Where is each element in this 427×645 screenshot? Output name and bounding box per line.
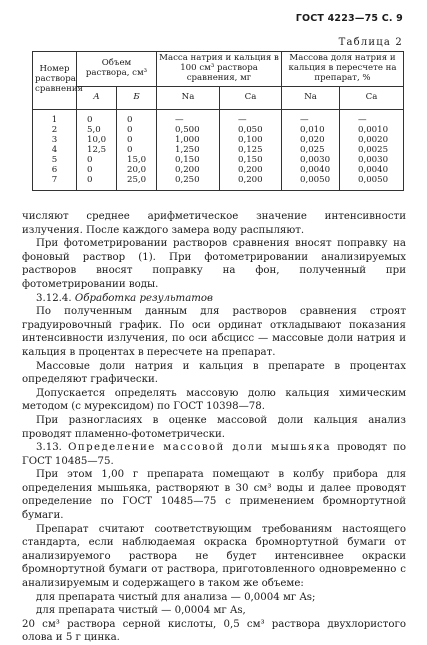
section-title: Обработка результатов	[74, 292, 213, 304]
cell-ca-mass: 0,125	[220, 146, 282, 156]
paragraph: Массовые доли натрия и кальция в препарате в процентах определяют графически.	[22, 360, 406, 386]
cell-na-fraction: —	[282, 109, 340, 126]
cell-ca-mass: 0,200	[220, 176, 282, 191]
cell-volume-b: 0	[117, 109, 157, 126]
paragraph: При фотометрировании растворов сравнения вносят поправку на фоновый раствор (1). При фотометрировании анализируемых растворов вносят поправку на фон, полученный при фотометрировании воды.	[22, 238, 406, 290]
cell-number: 5	[33, 156, 77, 166]
cell-volume-b: 20,0	[117, 166, 157, 176]
table-caption: Таблица 2	[338, 37, 403, 48]
cell-volume-b: 0	[117, 146, 157, 156]
page-header: ГОСТ 4223—75 С. 9	[295, 13, 403, 24]
table-row	[33, 136, 404, 146]
data-table	[32, 51, 404, 191]
cell-volume-b: 0	[117, 136, 157, 146]
cell-volume-a: 0	[77, 156, 117, 166]
header-na-fraction: Na	[282, 86, 340, 109]
cell-na-fraction: 0,025	[282, 146, 340, 156]
cell-na-mass: 0,500	[157, 126, 220, 136]
cell-na-fraction: 0,0040	[282, 166, 340, 176]
cell-ca-fraction: 0,0040	[340, 166, 404, 176]
cell-volume-a: 5,0	[77, 126, 117, 136]
table-row	[33, 166, 404, 176]
cell-na-fraction: 0,0050	[282, 176, 340, 191]
cell-ca-fraction: 0,0020	[340, 136, 404, 146]
section-number: 3.13.	[36, 442, 62, 454]
section-number: 3.12.4.	[36, 292, 72, 304]
cell-ca-fraction: 0,0030	[340, 156, 404, 166]
cell-ca-mass: 0,050	[220, 126, 282, 136]
table-row	[33, 126, 404, 136]
cell-volume-a: 0	[77, 166, 117, 176]
cell-na-mass: —	[157, 109, 220, 126]
cell-ca-mass: 0,200	[220, 166, 282, 176]
paragraph: Допускается определять массовую долю кальция химическим методом (с мурексидом) по ГОСТ 10398—78.	[22, 387, 406, 413]
cell-volume-b: 25,0	[117, 176, 157, 191]
paragraph: При разногласиях в оценке массовой доли кальция анализ проводят пламенно-фотометрически.	[22, 414, 406, 440]
header-na-mass: Na	[157, 86, 220, 109]
cell-number: 3	[33, 136, 77, 146]
header-ca-mass: Ca	[220, 86, 282, 109]
cell-number: 6	[33, 166, 77, 176]
cell-na-mass: 0,250	[157, 176, 220, 191]
header-mass: Масса натрия и кальция в 100 см³ раствора сравнения, мг	[157, 52, 282, 87]
paragraph: По полученным данным для растворов сравнения строят градуировочный график. По оси ординат откладывают показания интенсивности излучения, по оси абсцисс — массовые доли натрия и кальция в процентах в пересчете на препарат.	[22, 306, 406, 358]
cell-number: 1	[33, 109, 77, 126]
cell-ca-fraction: 0,0010	[340, 126, 404, 136]
cell-number: 2	[33, 126, 77, 136]
cell-ca-mass: 0,100	[220, 136, 282, 146]
body-text	[22, 210, 406, 645]
cell-ca-mass: 0,150	[220, 156, 282, 166]
cell-na-fraction: 0,020	[282, 136, 340, 146]
section-heading	[22, 441, 406, 468]
table-row	[33, 109, 404, 126]
cell-na-fraction: 0,0030	[282, 156, 340, 166]
cell-number: 7	[33, 176, 77, 191]
cell-volume-a: 12,5	[77, 146, 117, 156]
cell-na-fraction: 0,010	[282, 126, 340, 136]
header-col-a: А	[77, 86, 117, 109]
paragraph: для препарата чистый — 0,0004 мг As,	[36, 605, 246, 617]
header-volume: Объем раствора, см³	[77, 52, 157, 87]
paragraph: для препарата чистый для анализа — 0,0004 мг As;	[36, 591, 316, 603]
cell-ca-mass: —	[220, 109, 282, 126]
cell-volume-b: 0	[117, 126, 157, 136]
header-fraction: Массова доля натрия и кальция в пересчете на препарат, %	[282, 52, 404, 87]
cell-volume-a: 10,0	[77, 136, 117, 146]
paragraph: 20 см³ раствора серной кислоты, 0,5 см³ раствора двухлористого олова и 5 г цинка.	[22, 618, 406, 644]
table-row	[33, 146, 404, 156]
cell-volume-a: 0	[77, 109, 117, 126]
table-row	[33, 156, 404, 166]
paragraph: Препарат считают соответствующим требованиям настоящего стандарта, если наблюдаемая окраска бромнортутной бумаги от анализируемого раствора не будет интенсивнее окраски бромнортутной бумаги от раствора, приготовленного одновременно с анализируемым и содержащего в таком же объеме:	[22, 523, 406, 590]
section-title: Определение массовой доли мышьяка	[68, 442, 331, 454]
cell-ca-fraction: —	[340, 109, 404, 126]
header-ca-fraction: Ca	[340, 86, 404, 109]
cell-na-mass: 1,250	[157, 146, 220, 156]
cell-na-mass: 1,000	[157, 136, 220, 146]
paragraph: При этом 1,00 г препарата помещают в колбу прибора для определения мышьяка, растворяют в 30 см³ воды и далее проводят определение по ГОСТ 10485—75 с применением бромнортутной бумаги.	[22, 469, 406, 522]
header-number: Номер раствора сравнения	[33, 52, 77, 110]
cell-na-mass: 0,150	[157, 156, 220, 166]
cell-ca-fraction: 0,0050	[340, 176, 404, 191]
cell-number: 4	[33, 146, 77, 156]
section-rest: проводят по ГОСТ 10485—75.	[22, 442, 406, 467]
cell-na-mass: 0,200	[157, 166, 220, 176]
cell-volume-b: 15,0	[117, 156, 157, 166]
cell-volume-a: 0	[77, 176, 117, 191]
header-col-b: Б	[117, 86, 157, 109]
cell-ca-fraction: 0,0025	[340, 146, 404, 156]
table-row	[33, 176, 404, 191]
section-heading	[22, 292, 406, 306]
paragraph: числяют среднее арифметическое значение интенсивности излучения. После каждого замера воду распыляют.	[22, 211, 406, 236]
